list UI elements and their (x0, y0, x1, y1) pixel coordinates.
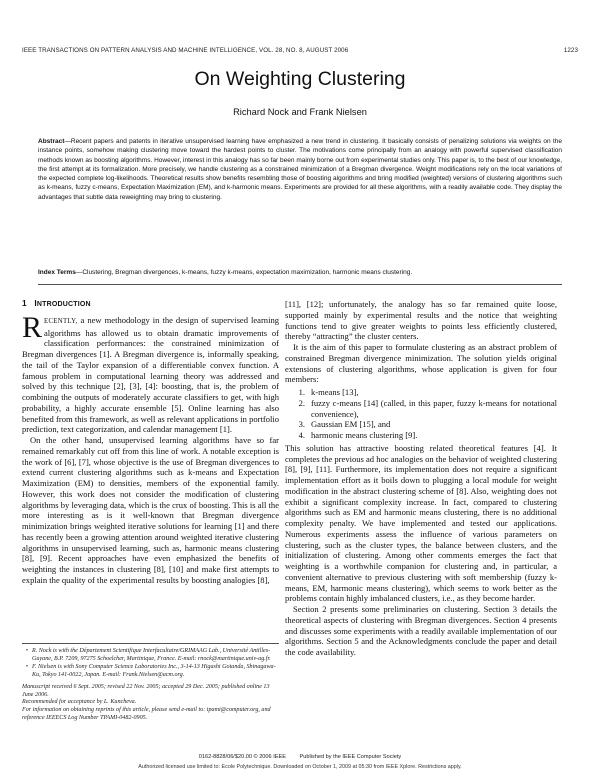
header-divider (38, 284, 562, 285)
page-number: 1223 (563, 47, 578, 54)
footnotes (22, 643, 279, 722)
smallcaps-lead: ECENTLY, (44, 317, 78, 325)
author-footnote-1 (22, 648, 279, 663)
intro-paragraph-3: [11], [12]; unfortunately, the analogy has so far remained quite loose, supported mainly by experimental results and the notice that weighting functions tend to give greater weights to points less efficiently clustered, thereby “attracting” the cluster centers. (285, 299, 557, 342)
list-item (285, 398, 557, 420)
footnote-text: F. Nielsen is with Sony Computer Science Laboratories Inc., 3-14-13 Higashi Gotanda, Shinagawa-Ku, Tokyo 141-0022, Japan. E-mail: Frank.Nielsen@acm.org. (32, 664, 276, 679)
drop-cap: R (22, 310, 43, 344)
intro-paragraph-1 (22, 310, 279, 435)
bullet-icon: • (25, 664, 29, 671)
list-item-text: fuzzy c-means [14] (called, in this paper, fuzzy k-means for notational convenience), (311, 397, 557, 419)
index-terms-text: —Clustering, Bregman divergences, k-means, fuzzy k-means, expectation maximization, harmonic means clustering. (75, 269, 413, 276)
license-notice: Authorized licensed use limited to: Ecole Polytechnique. Downloaded on October 1, 2009 at 05:30 from IEEE Xplore. Restrictions apply. (138, 764, 462, 770)
intro-paragraph-6: Section 2 presents some preliminaries on clustering. Section 3 details the theoretical aspects of clustering with Bregman divergences. Section 4 presents and discusses some experiments with a readily available implementation of our algorithms. Section 5 and the Acknowledgments conclude the paper and detail the code availability. (285, 604, 557, 657)
footnote-text: R. Nock is with the Département Scientifique Interfacultaire/GRIMAAG Lab., Université Antilles-Guyane, B.P. 7209, 97275 Schoelcher, Martinique, France. E-mail: rnock@martinique.univ-ag.fr. (32, 648, 271, 662)
list-item-text: harmonic means clustering [9]. (311, 430, 418, 440)
list-item-number: 2. (298, 397, 305, 408)
copyright-line (0, 754, 600, 760)
section-number: 1 (22, 298, 27, 308)
abstract-text: —Recent papers and patents in iterative unsupervised learning have emphasized a new trend in clustering. It basically consists of penalizing solutions via weights on the instance points, somehow making clustering move toward the hardest points to cluster. The motivations come principally from an analogy with powerful supervised classification methods known as boosting algorithms. However, interest in this analogy has so far been mainly borne out from experimental studies only. This paper is, to the best of our knowledge, the first attempt at its formalization. More precisely, we handle clustering as a constrained minimization of a Bregman divergence. Weight modifications rely on the local variations of the expected complete log-likelihoods. Theoretical results show benefits resembling those of boosting algorithms and bring modified (weighted) versions of clustering algorithms such as k-means, fuzzy c-means, Expectation Maximization (EM), and k-harmonic means. Experiments are provided for all these algorithms, with a readily available code. They display the advantages that subtle data reweighting may bring to clustering. (38, 138, 562, 201)
list-item-number: 4. (298, 430, 305, 440)
author-footnote-2 (22, 664, 279, 679)
abstract (38, 137, 562, 202)
section-heading (22, 298, 279, 311)
list-item (285, 430, 557, 441)
list-item-text: Gaussian EM [15], and (311, 419, 391, 430)
intro-paragraph-2: On the other hand, unsupervised learning algorithms have so far remained remarkably cut off from this line of work. A notable exception is the work of [6], [7], whose objective is the use of Bregman divergences to extend current clustering algorithms such as k-means and Expectation Maximization (EM) to densities, members of the exponential family. However, this work does not consider the modification of clustering algorithms by leveraging data, which is the crux of boosting. This is all the more interesting as is it well-known that Bregman divergence minimization brings weighted iterative solutions for learning [1] and there has recently been a growing attention around weighted iterative clustering algorithms in unsupervised learning, such as, harmonic means clustering [8], [9]. Recent approaches have even emphasized the benefits of weighting the instances in clustering [8], [10] and make first attempts to explain the quality of the experimental results by boosting analogies [8], (22, 435, 279, 585)
issn-copyright: 0162-8828/06/$20.00 © 2006 IEEE (198, 754, 286, 760)
abstract-label: Abstract (38, 138, 65, 145)
index-terms (38, 268, 562, 277)
reprint-info: For information on obtaining reprints of this article, please send e-mail to: tpami@computer.org, and reference IEEECS Log Number TPAMI-0482-0905. (22, 706, 271, 721)
left-column (22, 298, 279, 586)
list-item-number: 3. (298, 419, 305, 430)
list-item (285, 387, 557, 398)
paper-title: On Weighting Clustering (194, 68, 406, 90)
paper-authors: Richard Nock and Frank Nielsen (233, 107, 367, 117)
intro-paragraph-1-text: a new methodology in the design of supervised learning algorithms has allowed us to obtain dramatic improvements of classification performances: the constrained minimization of Bregman divergences [1]. A Bregman divergence is, informally speaking, the tail of the Taylor expansion of a differentiable convex function. A famous problem in computational learning theory was addressed and solved by this technique [2], [3], [4]: boosting, that is, the problem of combining the outputs of moderately accurate classifiers to get, with high probability, a highly accurate ensemble [5]. Online learning has also benefited from this framework, as well as relevant applications in portfolio prediction, text categorization, and calendar management [1]. (22, 314, 279, 435)
manuscript-dates: Manuscript received 6 Sept. 2005; revised 22 Nov. 2005; accepted 29 Dec. 2005; published online 13 June 2006. (22, 683, 270, 698)
bullet-icon: • (25, 648, 29, 654)
algorithm-list (285, 387, 557, 441)
list-item (285, 419, 557, 430)
list-item-text: k-means [13], (311, 387, 359, 397)
index-terms-label: Index Terms (38, 269, 76, 276)
intro-paragraph-5: This solution has attractive boosting related theoretical features [4]. It completes the previous ad hoc analogies on the behavior of weighted clustering [8], [9], [11]. Furthermore, its implementation does not require a significant implementation effort as it boils down to plugging a local module for weight modification in the abstract clustering scheme of [8]. Also, weighting does not exhibit a significant complexity increase. In fact, compared to clustering algorithms such as EM and harmonic means clustering, there is no additional complexity penalty. We have implemented and tested our applications. Numerous experiments assess the influence of various parameters on clustering, such as the cluster types, the balance between clusters, and the initialization of clustering. Among other comments emerges the fact that weighting is a worthwhile companion for clustering and, in particular, a convenient alternative to previous clustering with soft membership (fuzzy k-means, EM, harmonic means clustering), which seems to work better as the problems contain highly imbalanced clusters, i.e., as they become harder. (285, 442, 557, 604)
intro-paragraph-4: It is the aim of this paper to formulate clustering as an abstract problem of constrained Bregman divergence minimization. The solution yields original extensions of clustering algorithms, whose application is given for four members: (285, 342, 557, 385)
section-title-rest: NTRODUCTION (36, 301, 91, 308)
list-item-number: 1. (298, 387, 305, 397)
running-header (22, 47, 578, 54)
publisher-line: Published by the IEEE Computer Society (299, 754, 402, 760)
section-title-initial: I (34, 298, 37, 308)
journal-name: IEEE TRANSACTIONS ON PATTERN ANALYSIS AND MACHINE INTELLIGENCE, VOL. 28, NO. 8, AUGUST 2006 (22, 47, 349, 54)
right-column (285, 299, 557, 658)
recommended-by: Recommended for acceptance by L. Kuncheva. (22, 699, 137, 706)
